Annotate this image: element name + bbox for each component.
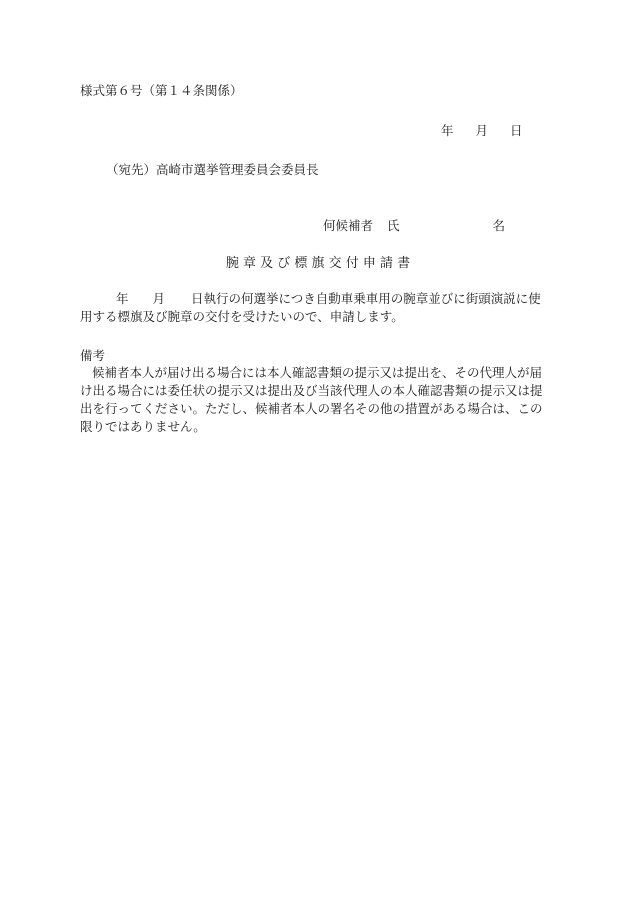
document-title: 腕 章 及 び 標 旗 交 付 申 請 書 [225, 256, 411, 271]
candidate-label: 何候補者 [323, 218, 374, 233]
date-line [441, 121, 523, 139]
remarks-text [80, 364, 550, 436]
date-month-label: 月 [475, 123, 489, 138]
date-day-label: 日 [510, 123, 523, 138]
application-body [80, 290, 550, 326]
date-year-label: 年 [441, 123, 454, 138]
candidate-line [323, 216, 505, 234]
remarks-body: 候補者本人が届け出る場合には本人確認書類の提示又は提出を、その代理人が届け出る場合には委任状の提示又は提出及び当該代理人の本人確認書類の提示又は提出を行ってください。ただし、候補者本人の署名その他の措置がある場合は、この限りではありません。 [80, 365, 543, 434]
candidate-name-first: 氏 [387, 218, 400, 233]
remarks-heading: 備考 [80, 348, 106, 363]
body-month-label: 月 [152, 291, 166, 306]
body-year-label: 年 [116, 291, 129, 306]
form-number: 様式第６号（第１４条関係） [80, 83, 243, 98]
candidate-name-last: 名 [492, 218, 506, 233]
addressee: （宛先）高崎市選挙管理委員会委員長 [106, 162, 319, 177]
body-text: 日執行の何選挙につき自動車乗車用の腕章並びに街頭演説に使用する標旗及び腕章の交付を受けたいので、申請します。 [80, 291, 541, 324]
